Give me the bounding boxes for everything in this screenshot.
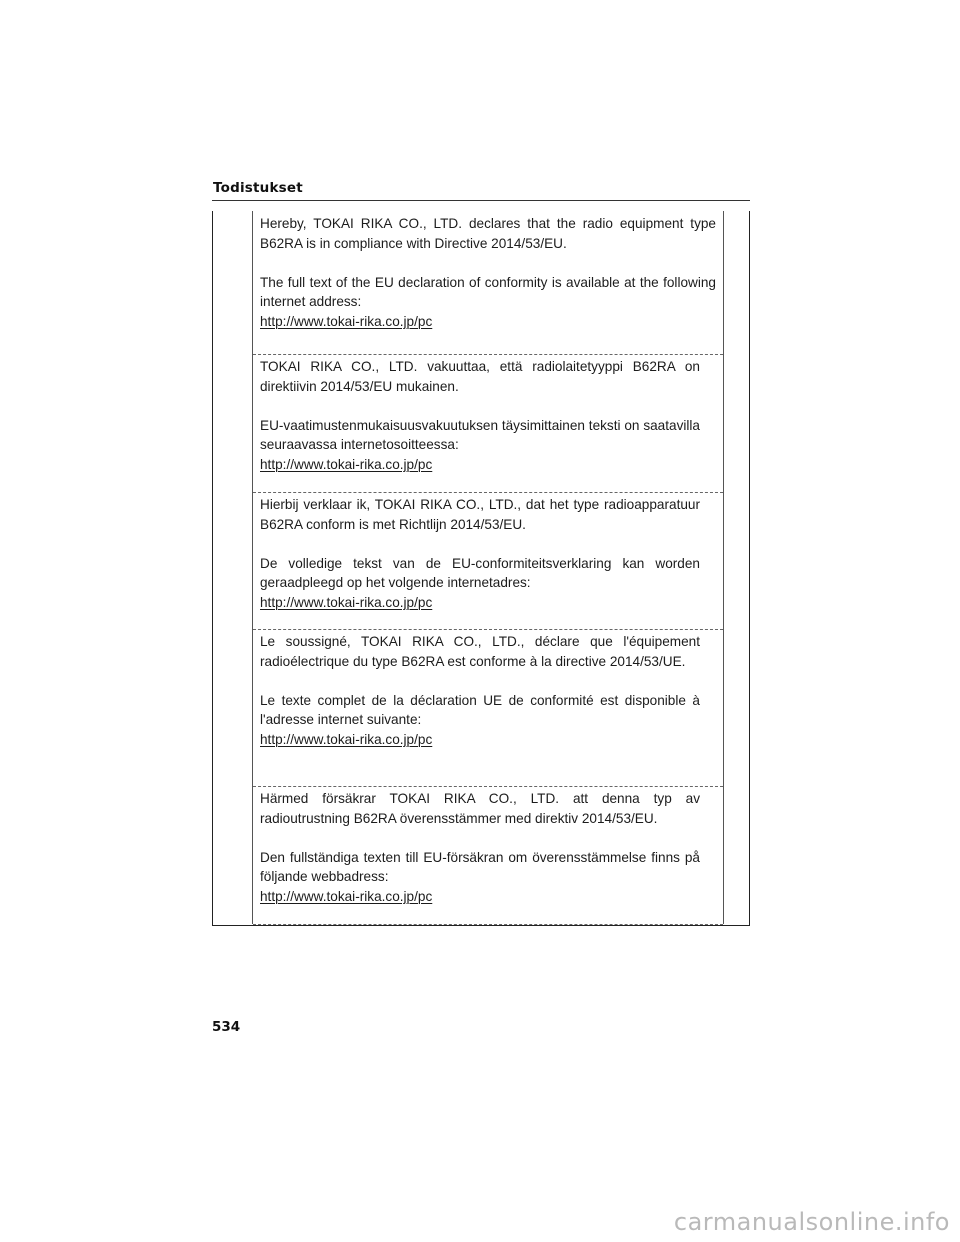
declaration-availability-text: Le texte complet de la déclaration UE de conformité est disponible à l'adresse internet suivante:	[260, 692, 700, 728]
declaration-availability-text: The full text of the EU declaration of conformity is available at the following internet address:	[260, 274, 716, 310]
declaration-dutch	[260, 495, 700, 613]
section-divider	[253, 786, 723, 787]
declaration-swedish	[260, 789, 700, 907]
page-number: 534	[212, 1019, 241, 1035]
section-divider	[253, 629, 723, 630]
declaration-text: Hereby, TOKAI RIKA CO., LTD. declares that the radio equipment type B62RA is in compliance with Directive 2014/53/EU.	[260, 216, 716, 251]
declaration-availability-text: Den fullständiga texten till EU-försäkran om överensstämmelse finns på följande webbadress:	[260, 849, 700, 885]
declaration-english	[260, 214, 716, 332]
declaration-availability-text: EU-vaatimustenmukaisuusvakuutuksen täysimittainen teksti on saatavilla seuraavassa internetosoitteessa:	[260, 417, 700, 453]
declaration-text: TOKAI RIKA CO., LTD. vakuuttaa, että radiolaitetyyppi B62RA on direktiivin 2014/53/EU mukainen.	[260, 359, 700, 394]
declaration-availability-text: De volledige tekst van de EU-conformiteitsverklaring kan worden geraadpleegd op het volgende internetadres:	[260, 555, 700, 591]
watermark: carmanualsonline.info	[673, 1208, 950, 1236]
declaration-link[interactable]: http://www.tokai-rika.co.jp/pc	[260, 888, 433, 904]
declaration-link[interactable]: http://www.tokai-rika.co.jp/pc	[260, 456, 433, 472]
page-title: Todistukset	[213, 180, 303, 196]
declaration-text: Härmed försäkrar TOKAI RIKA CO., LTD. att denna typ av radioutrustning B62RA överensstämmer med direktiv 2014/53/EU.	[260, 791, 700, 826]
declaration-text: Le soussigné, TOKAI RIKA CO., LTD., déclare que l'équipement radioélectrique du type B62RA est conforme à la directive 2014/53/UE.	[260, 634, 700, 669]
section-divider	[253, 924, 723, 925]
declaration-link[interactable]: http://www.tokai-rika.co.jp/pc	[260, 731, 433, 747]
section-divider	[253, 354, 723, 355]
declaration-text: Hierbij verklaar ik, TOKAI RIKA CO., LTD., dat het type radioapparatuur B62RA conform is met Richtlijn 2014/53/EU.	[260, 497, 700, 532]
declaration-link[interactable]: http://www.tokai-rika.co.jp/pc	[260, 313, 433, 329]
declaration-finnish	[260, 357, 700, 475]
section-header	[212, 178, 750, 201]
section-divider	[253, 492, 723, 493]
declaration-link[interactable]: http://www.tokai-rika.co.jp/pc	[260, 594, 433, 610]
declaration-french	[260, 632, 700, 750]
